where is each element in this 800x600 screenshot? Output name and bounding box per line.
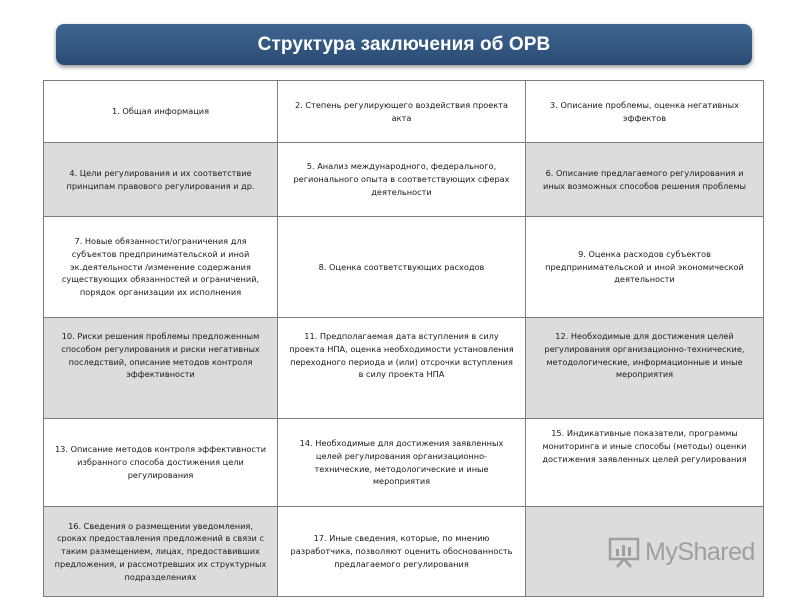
table-cell: 1. Общая информация [44,81,278,143]
table-cell: 11. Предполагаемая дата вступления в силу проекта НПА, оценка необходимости установления переходного периода и (или) отсрочки вступления в силу проекта НПА [278,318,526,419]
table-cell: 4. Цели регулирования и их соответствие принципам правового регулирования и др. [44,143,278,217]
table-cell: 5. Анализ международного, федерального, регионального опыта в соответствующих сферах деятельности [278,143,526,217]
table-cell: 8. Оценка соответствующих расходов [278,217,526,318]
table-cell: 12. Необходимые для достижения целей регулирования организационно-технические, методологические, информационные и иные мероприятия [526,318,764,419]
title-banner [56,24,752,65]
table-cell: 10. Риски решения проблемы предложенным способом регулирования и риски негативных последствий, описание методов контроля эффективности [44,318,278,419]
table-row [44,217,764,318]
table-cell: 6. Описание предлагаемого регулирования и иных возможных способов решения проблемы [526,143,764,217]
table-cell: 16. Сведения о размещении уведомления, сроках предоставления предложений в связи с таким размещением, лицах, предоставивших предложения, и рассмотревших их структурных подразделениях [44,507,278,597]
page-title: Структура заключения об ОРВ [257,33,551,55]
table-row [44,81,764,143]
myshared-watermark [607,535,755,569]
table-row [44,318,764,419]
watermark-text: MyShared [645,537,755,566]
table-cell: 15. Индикативные показатели, программы мониторинга и иные способы (методы) оценки достижения заявленных целей регулирования [526,419,764,507]
table-cell: 13. Описание методов контроля эффективности избранного способа достижения цели регулирования [44,419,278,507]
presentation-chart-icon [607,535,641,569]
table-cell: 9. Оценка расходов субъектов предпринимательской и иной экономической деятельности [526,217,764,318]
table-cell: 17. Иные сведения, которые, по мнению разработчика, позволяют оценить обоснованность предлагаемого регулирования [278,507,526,597]
structure-table [43,80,764,597]
table-row [44,143,764,217]
table-cell: 7. Новые обязанности/ограничения для субъектов предпринимательской и иной эк.деятельности /изменение содержания существующих обязанностей и ограничений, порядок организации их исполнения [44,217,278,318]
table-cell: 3. Описание проблемы, оценка негативных эффектов [526,81,764,143]
table-cell: 2. Степень регулирующего воздействия проекта акта [278,81,526,143]
table-cell: 14. Необходимые для достижения заявленных целей регулирования организационно-технические, методологические и иные мероприятия [278,419,526,507]
table-row [44,419,764,507]
